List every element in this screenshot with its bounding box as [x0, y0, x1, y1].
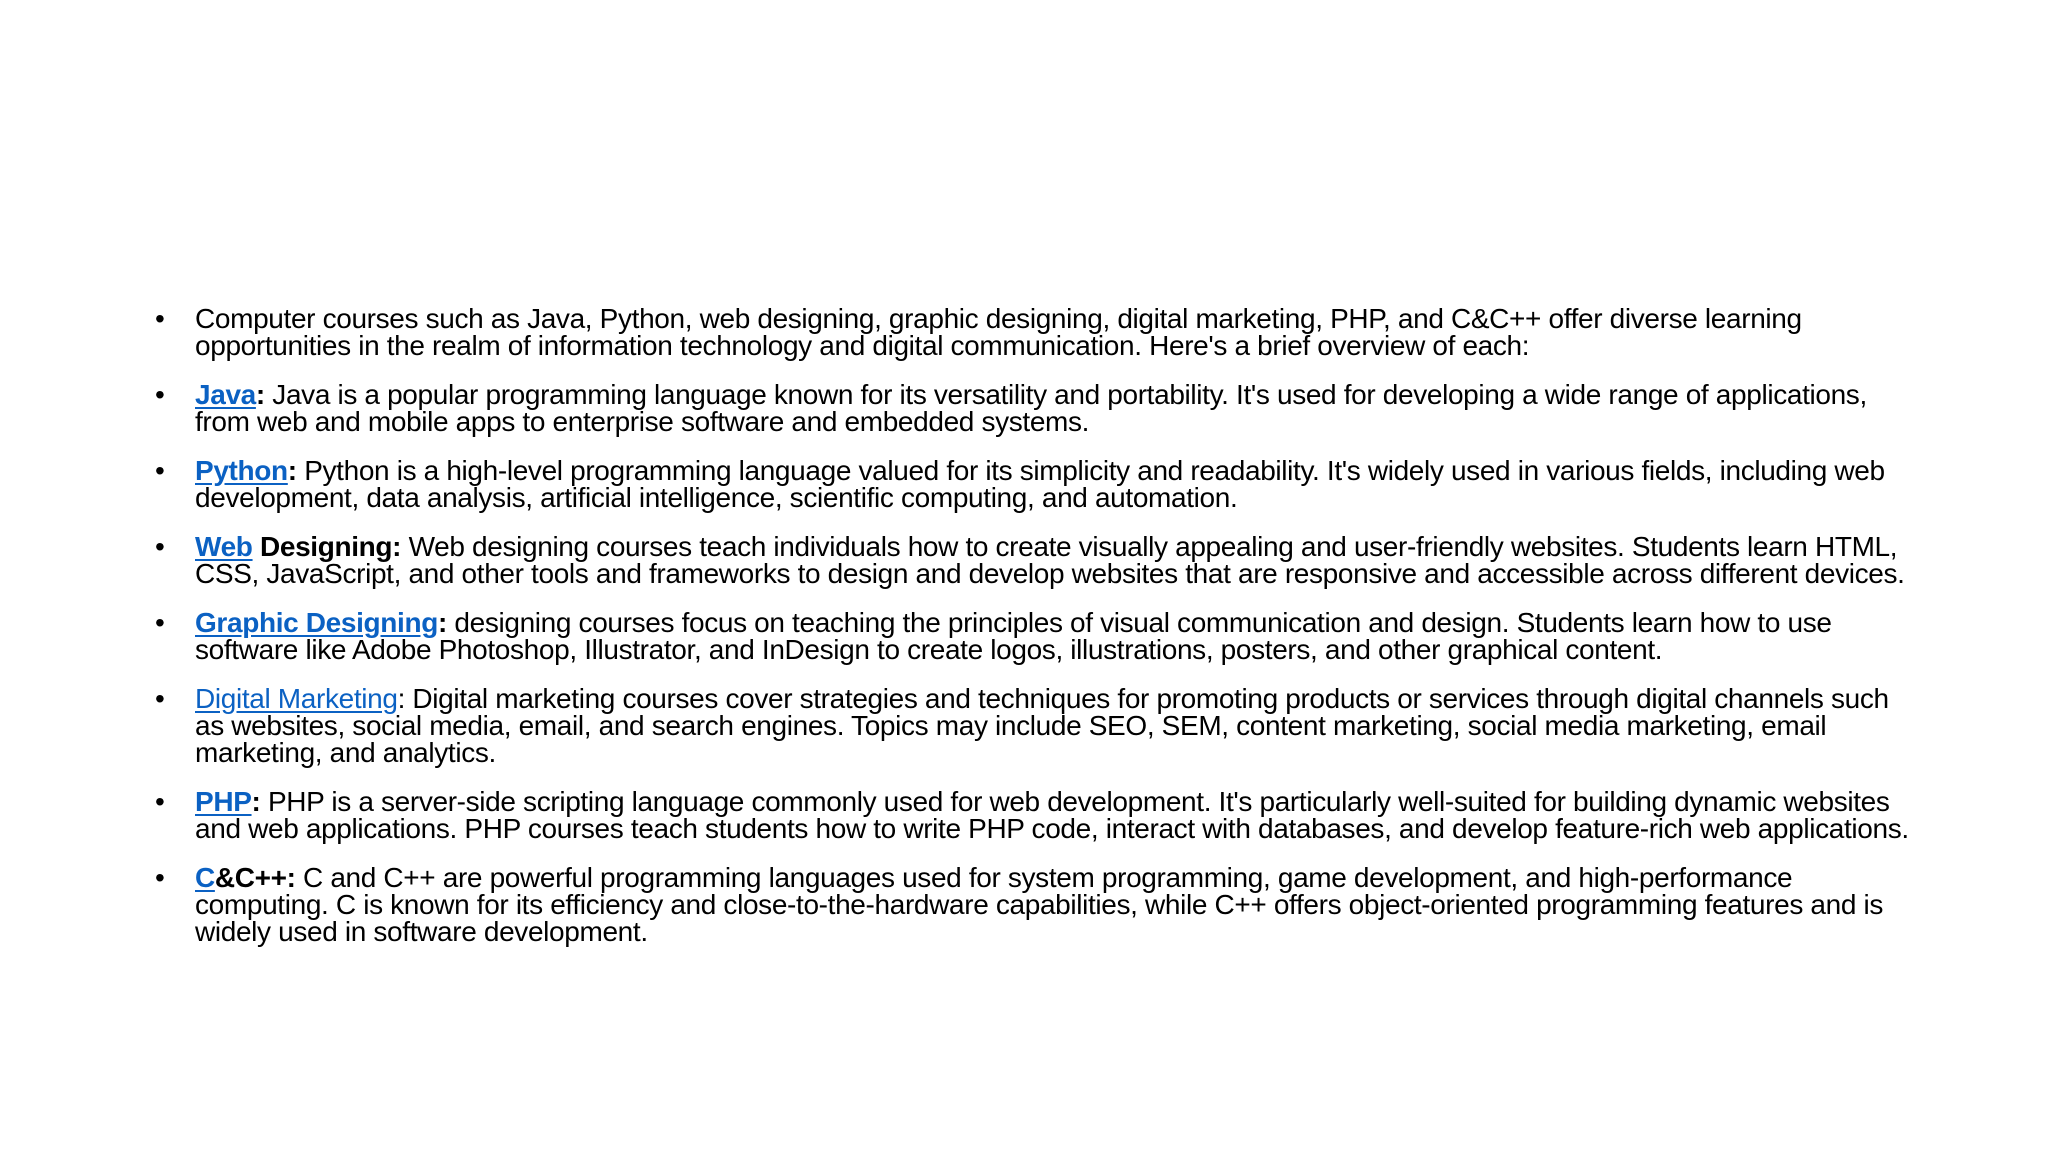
web-designing-description: Web designing courses teach individuals how to create visually appealing and user-friendly websites. Students learn HTML, CSS, JavaScript, and other tools and frameworks to design and develop websites that are responsive and accessible across different devices.	[195, 531, 1905, 589]
digital-marketing-description: : Digital marketing courses cover strategies and techniques for promoting products or services through digital channels such as websites, social media, email, and search engines. Topics may include SEO, SEM, content marketing, social media marketing, email marketing, and analytics.	[195, 683, 1889, 768]
graphic-designing-term-suffix: :	[437, 607, 447, 638]
bullet-icon: •	[155, 607, 165, 638]
graphic-designing-description: designing courses focus on teaching the principles of visual communication and design. Students learn how to use software like Adobe Photoshop, Illustrator, and InDesign to create logos, illustrations, posters, and other graphical content.	[195, 607, 1832, 665]
java-link[interactable]: Java	[195, 379, 256, 410]
bullet-icon: •	[155, 531, 165, 562]
bullet-icon: •	[155, 455, 165, 486]
web-designing-term-suffix: Designing:	[252, 531, 402, 562]
php-bullet	[155, 788, 1915, 842]
bullet-icon: •	[155, 786, 165, 817]
php-description: PHP is a server-side scripting language commonly used for web development. It's particularly well-suited for building dynamic websites and web applications. PHP courses teach students how to write PHP code, interact with databases, and develop feature-rich web applications.	[195, 786, 1909, 844]
web-designing-bullet	[155, 533, 1915, 587]
java-bullet	[155, 381, 1915, 435]
graphic-designing-link[interactable]: Graphic Designing	[195, 607, 438, 638]
bullet-icon: •	[155, 862, 165, 893]
python-link[interactable]: Python	[195, 455, 288, 486]
bullet-icon: •	[155, 683, 165, 714]
c-cpp-bullet	[155, 864, 1915, 945]
c-cpp-term-suffix: &C++:	[214, 862, 296, 893]
digital-marketing-link[interactable]: Digital Marketing	[195, 683, 398, 714]
intro-bullet	[155, 305, 1915, 359]
course-overview-list	[155, 305, 1915, 967]
web-link[interactable]: Web	[195, 531, 253, 562]
python-description: Python is a high-level programming language valued for its simplicity and readability. It's widely used in various fields, including web development, data analysis, artificial intelligence, scientific computing, and automation.	[195, 455, 1885, 513]
bullet-icon: •	[155, 379, 165, 410]
java-description: Java is a popular programming language known for its versatility and portability. It's used for developing a wide range of applications, from web and mobile apps to enterprise software and embedded systems.	[195, 379, 1867, 437]
bullet-icon: •	[155, 303, 165, 334]
java-term-suffix: :	[255, 379, 265, 410]
python-term-suffix: :	[287, 455, 297, 486]
graphic-designing-bullet	[155, 609, 1915, 663]
python-bullet	[155, 457, 1915, 511]
php-link[interactable]: PHP	[195, 786, 252, 817]
digital-marketing-bullet	[155, 685, 1915, 766]
c-cpp-description: C and C++ are powerful programming languages used for system programming, game development, and high-performance computing. C is known for its efficiency and close-to-the-hardware capabilities, while C++ offers object-oriented programming features and is widely used in software development.	[195, 862, 1884, 947]
php-term-suffix: :	[251, 786, 261, 817]
intro-text: Computer courses such as Java, Python, web designing, graphic designing, digital marketing, PHP, and C&C++ offer diverse learning opportunities in the realm of information technology and digital communication. Here's a brief overview of each:	[195, 303, 1802, 361]
c-link[interactable]: C	[195, 862, 215, 893]
